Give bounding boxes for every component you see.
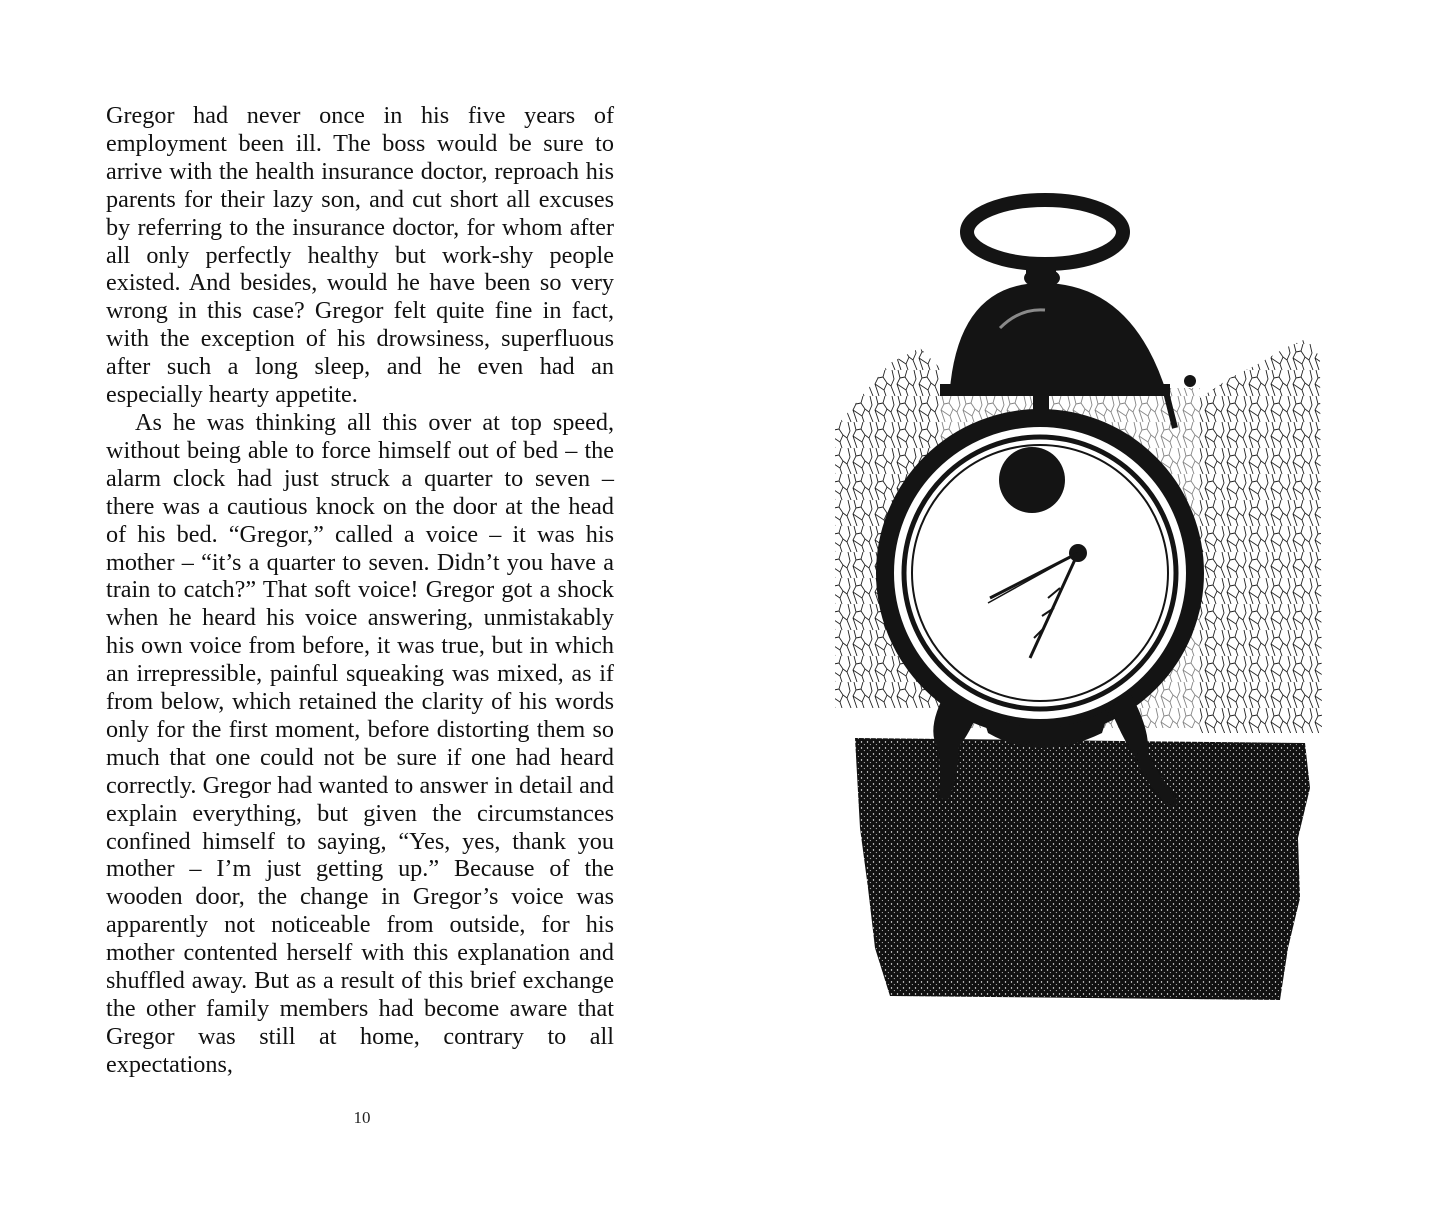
clock-bell xyxy=(950,283,1165,388)
clock-handle xyxy=(967,200,1123,264)
sub-dial xyxy=(999,447,1065,513)
body-text xyxy=(106,102,614,1079)
right-page xyxy=(720,0,1441,1211)
alarm-clock-illustration xyxy=(830,188,1330,1028)
wall-right xyxy=(1200,338,1322,733)
table-surface xyxy=(855,738,1310,1000)
paragraph-1: Gregor had never once in his five years of employment been ill. The boss would be sure to arrive with the health insurance doctor, reproach his parents for their lazy son, and cut short all excuses by referring to the insurance doctor, for whom after all only perfectly healthy but work-shy people existed. And besides, would he have been so very wrong in this case? Gregor felt quite fine in fact, with the exception of his drowsiness, superfluous after such a long sleep, and he even had an especially hearty appetite. xyxy=(106,102,614,409)
left-page xyxy=(0,0,720,1211)
paragraph-2: As he was thinking all this over at top speed, without being able to force himself out of bed – the alarm clock had just struck a quarter to seven – there was a cautious knock on the door at the head of his bed. “Gregor,” called a voice – it was his mother – “it’s a quarter to seven. Didn’t you have a train to catch?” That soft voice! Gregor got a shock when he heard his voice answering, unmistakably his own voice from before, it was true, but in which an irrepressible, painful squeaking was mixed, as if from below, which retained the clarity of his words only for the first moment, before distorting them so much that one could not be sure if one had heard correctly. Gregor had wanted to answer in detail and explain everything, but given the circumstances confined himself to saying, “Yes, yes, thank you mother – I’m just getting up.” Because of the wooden door, the change in Gregor’s voice was apparently not noticeable from outside, for his mother contented herself with this explanation and shuffled away. But as a result of this brief exchange the other family members had become aware that Gregor was still at home, contrary to all expectations, xyxy=(106,408,614,1078)
page-number: 10 xyxy=(353,1108,371,1127)
